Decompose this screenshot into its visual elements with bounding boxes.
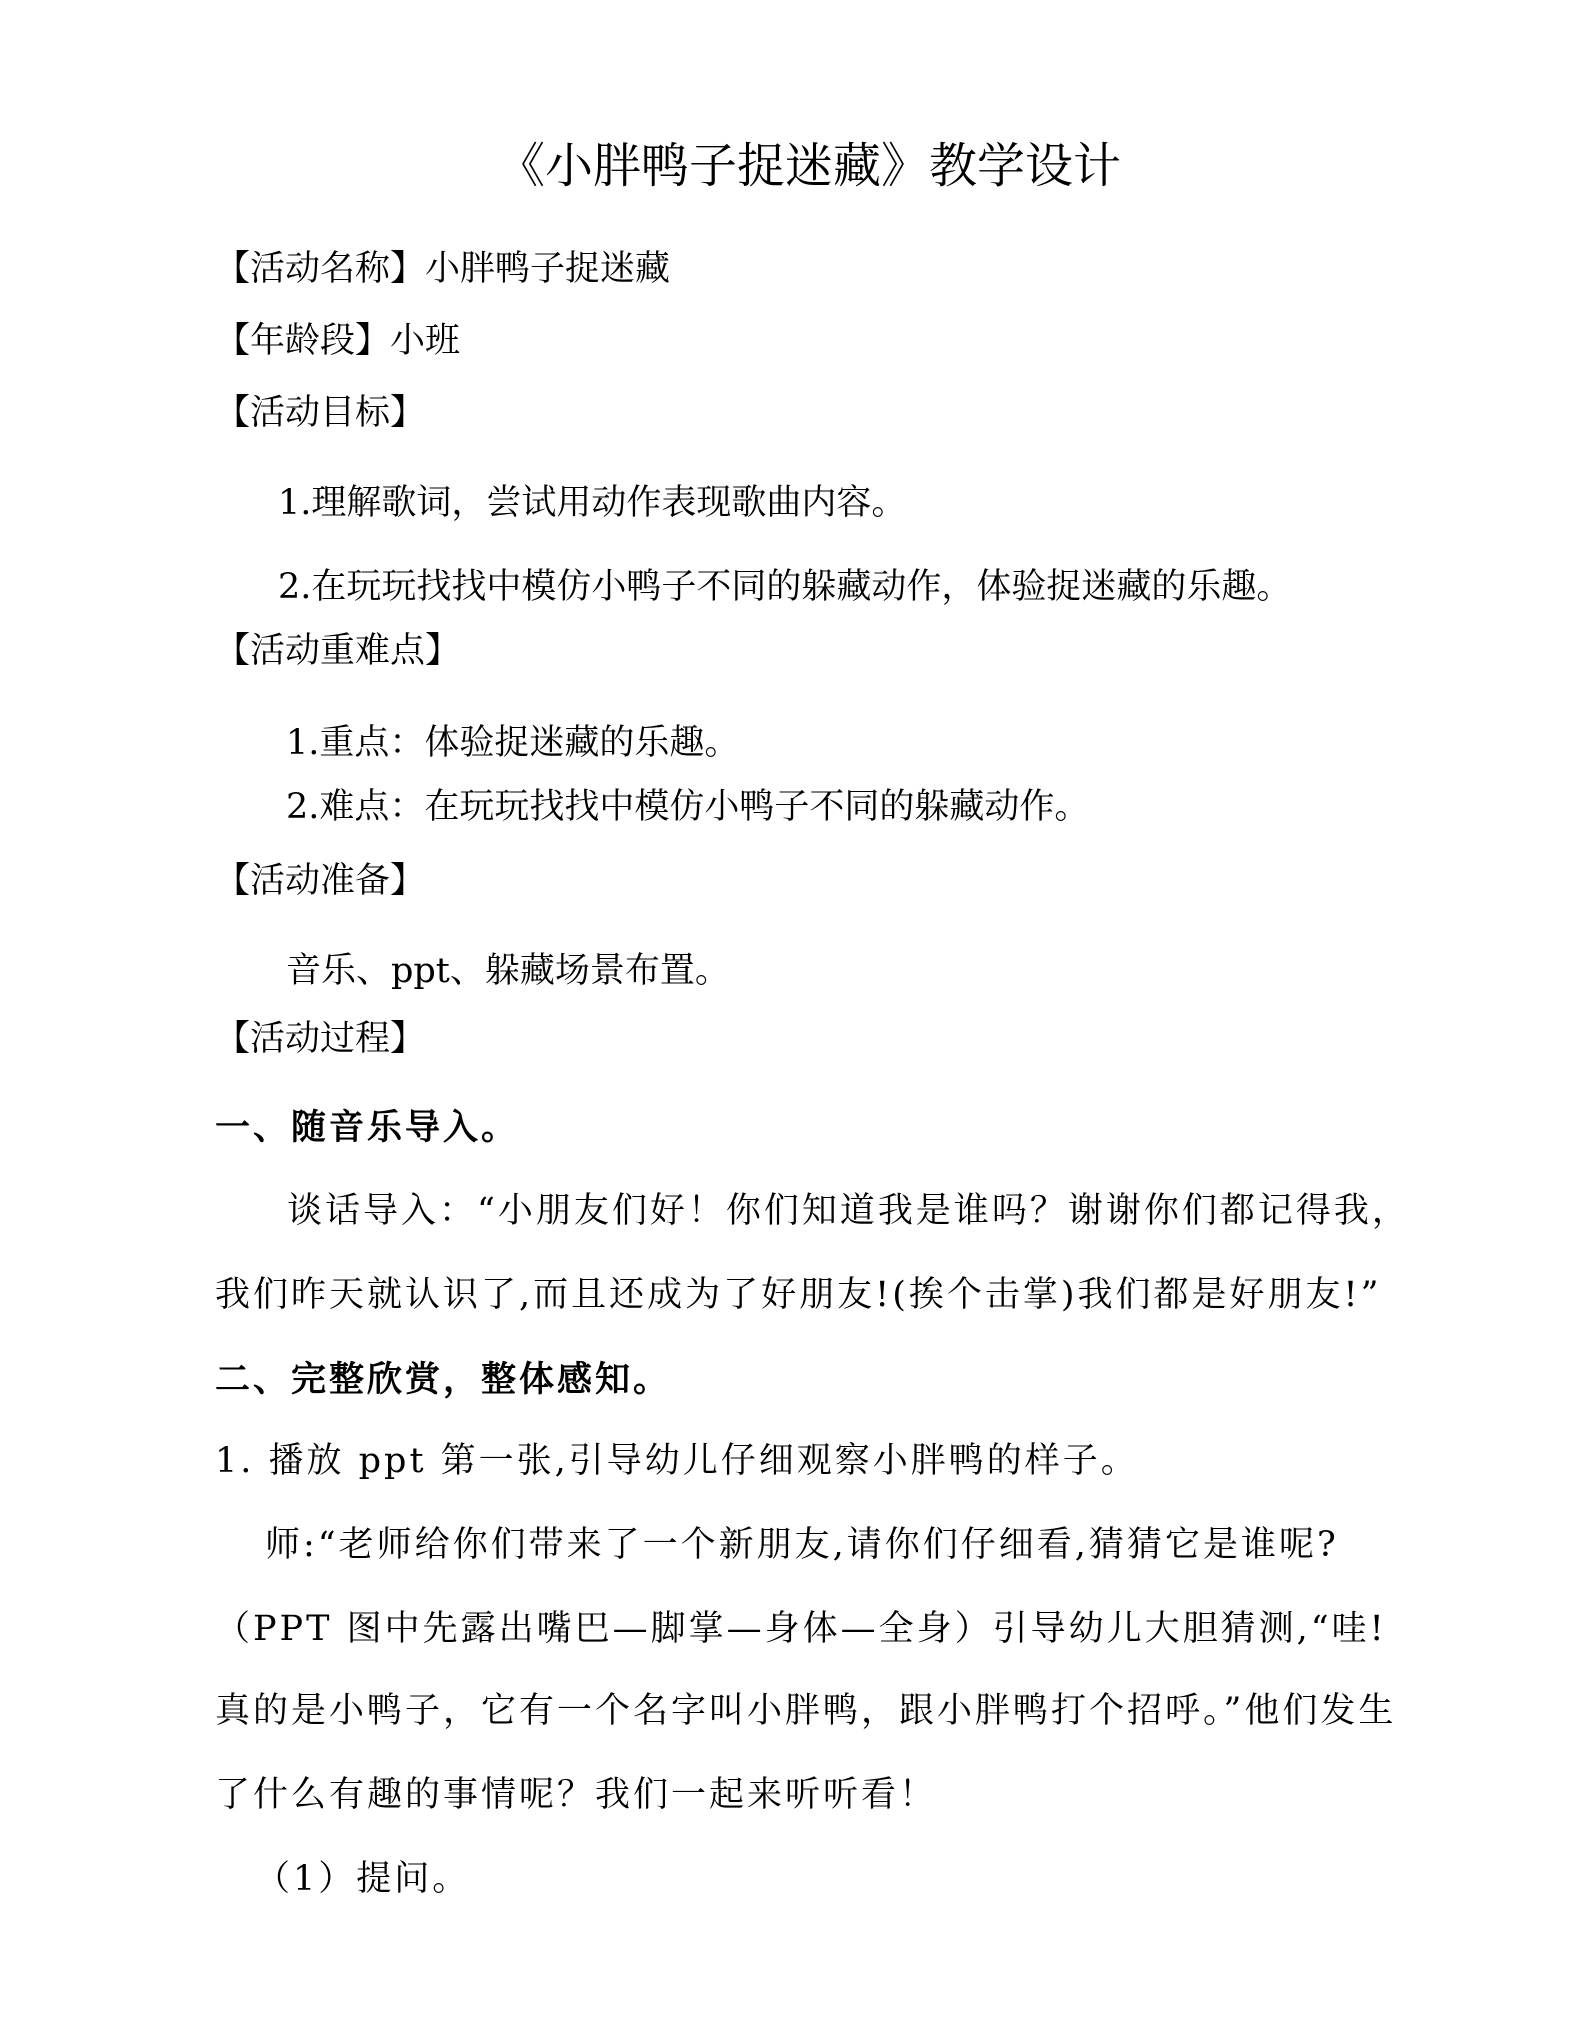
section-1-heading: 一、随音乐导入。: [215, 1107, 520, 1148]
section-2-sub-1: （1）提问。: [255, 1859, 471, 1899]
section-2-line-4: 了什么有趣的事情呢？我们一起来听听看！: [215, 1775, 938, 1815]
age-group-label: 【年龄段】: [215, 321, 391, 361]
key-point-2: 2.难点：在玩玩找找中模仿小鸭子不同的躲藏动作。: [286, 787, 1090, 827]
key-points-label: 【活动重难点】: [215, 631, 461, 671]
document-title: 《小胖鸭子捉迷藏》教学设计: [497, 138, 1122, 194]
process-label: 【活动过程】: [215, 1019, 426, 1059]
section-1-line-1: 谈话导入：“小朋友们好！你们知道我是谁吗？谢谢你们都记得我，: [287, 1191, 1410, 1231]
section-2-step-1: 1. 播放 ppt 第一张,引导幼儿仔细观察小胖鸭的样子。: [215, 1441, 1139, 1481]
activity-name-label: 【活动名称】: [215, 249, 426, 289]
age-group-value: 小班: [390, 321, 461, 361]
section-2-heading: 二、完整欣赏，整体感知。: [215, 1359, 672, 1400]
goal-item-1: 1.理解歌词，尝试用动作表现歌曲内容。: [278, 483, 907, 523]
preparation-text: 音乐、ppt、躲藏场景布置。: [286, 951, 730, 991]
section-2-line-2: （PPT 图中先露出嘴巴—脚掌—身体—全身）引导幼儿大胆猜测,“哇!: [215, 1609, 1387, 1649]
activity-name-row: [215, 249, 671, 289]
activity-name-value: 小胖鸭子捉迷藏: [425, 249, 671, 289]
section-1-line-2: 我们昨天就认识了,而且还成为了好朋友!(挨个击掌)我们都是好朋友!”: [215, 1275, 1382, 1315]
section-2-line-1: 师:“老师给你们带来了一个新朋友,请你们仔细看,猜猜它是谁呢?: [265, 1525, 1339, 1565]
goal-item-2: 2.在玩玩找找中模仿小鸭子不同的躲藏动作，体验捉迷藏的乐趣。: [278, 567, 1292, 607]
age-group-row: [215, 321, 461, 361]
section-2-line-3: 真的是小鸭子，它有一个名字叫小胖鸭，跟小胖鸭打个招呼。”他们发生: [215, 1691, 1397, 1731]
preparation-label: 【活动准备】: [215, 861, 426, 901]
goals-label: 【活动目标】: [215, 393, 426, 433]
key-point-1: 1.重点：体验捉迷藏的乐趣。: [286, 723, 740, 763]
